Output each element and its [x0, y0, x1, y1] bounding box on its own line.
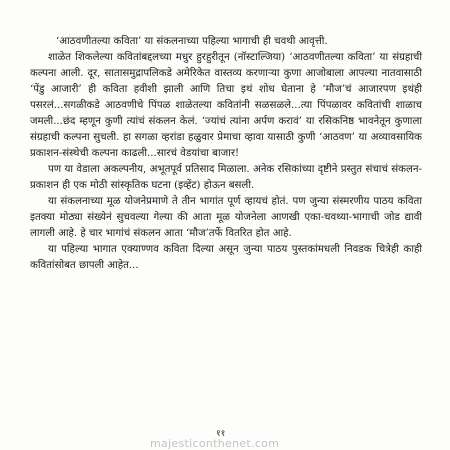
paragraph-plan: या संकलनाच्या मूळ योजनेप्रमाणे ते तीन भागांत पूर्ण व्हायचं होतं. पण जुन्या संस्मरणीय पाठय कविता इतक्या मोठ्या संख्येनं सुचवल्या गेल्या की आता मूळ योजनेला आणखी एका-चवथ्या-भागाची जोड द्यावी लागली आहे. हे चार भागांचं संकलन आता ‘मौज’तर्फे वितरित होत आहे. [30, 196, 422, 239]
watermark-text: majesticonthenet.com [150, 437, 280, 450]
paragraph-edition-note: ‘आठवणीतल्या कविता’ या संकलनाच्या पहिल्या भागाची ही चवथी आवृत्ती. [56, 36, 328, 47]
paragraph-origin: शाळेत शिकलेल्या कवितांबद्दलच्या मधुर हुरहुरीतून (नॉस्टाल्जिया) ‘आठवणीतल्या कविता’ या संग्रहाची कल्पना आली. दूर, सातासमुद्रापलिकडे अमेरिकेत वास्तव्य करणाऱ्या कुणा आजोबाला आपल्या नातवासाठी ‘पेंडु आजारी’ ही कविता हवीशी झाली आणि तिचा इथं शोध घेताना हे ‘मौज’चं आजारपण इथंही पसरलं...सगळीकडे आठवणीचे पिंपळ शाळेतल्या कवितांनी सळसळले...त्या पिंपळावर कवितांची शाळाच जमली...छंद म्हणून कुणी त्यांचं संकलन केलं. ‘ज्यांचं त्यांना अर्पण करावं’ या रसिकनिष्ठ भावनेतून कुणाला संग्रहाची कल्पना सुचली. हा सगळा व्हरांडा हळुवार प्रेमाचा व्हावा यासाठी कुणी ‘आठवण’ या अव्यावसायिक प्रकाशन-संस्थेची कल्पना काढली...सारचं वेडयांचा बाजार! [30, 52, 422, 159]
paragraph-contents: या पहिल्या भागात एक्याण्णव कविता दिल्या असून जुन्या पाठय पुस्तकांमधली निवडक चित्रेही काही कवितांसोबत छापली आहेत... [30, 244, 422, 271]
page-number: ११ [216, 429, 226, 439]
paragraph-response: पण या वेडाला अकल्पनीय, अभूतपूर्व प्रतिसाद मिळाला. अनेक रसिकांच्या दृष्टीने प्रस्तुत संचाचं संकलन-प्रकाशन ही एक मोठी सांस्कृतिक घटना (इव्हेंट) होऊन बसली. [30, 164, 422, 191]
preface-text [30, 34, 422, 274]
